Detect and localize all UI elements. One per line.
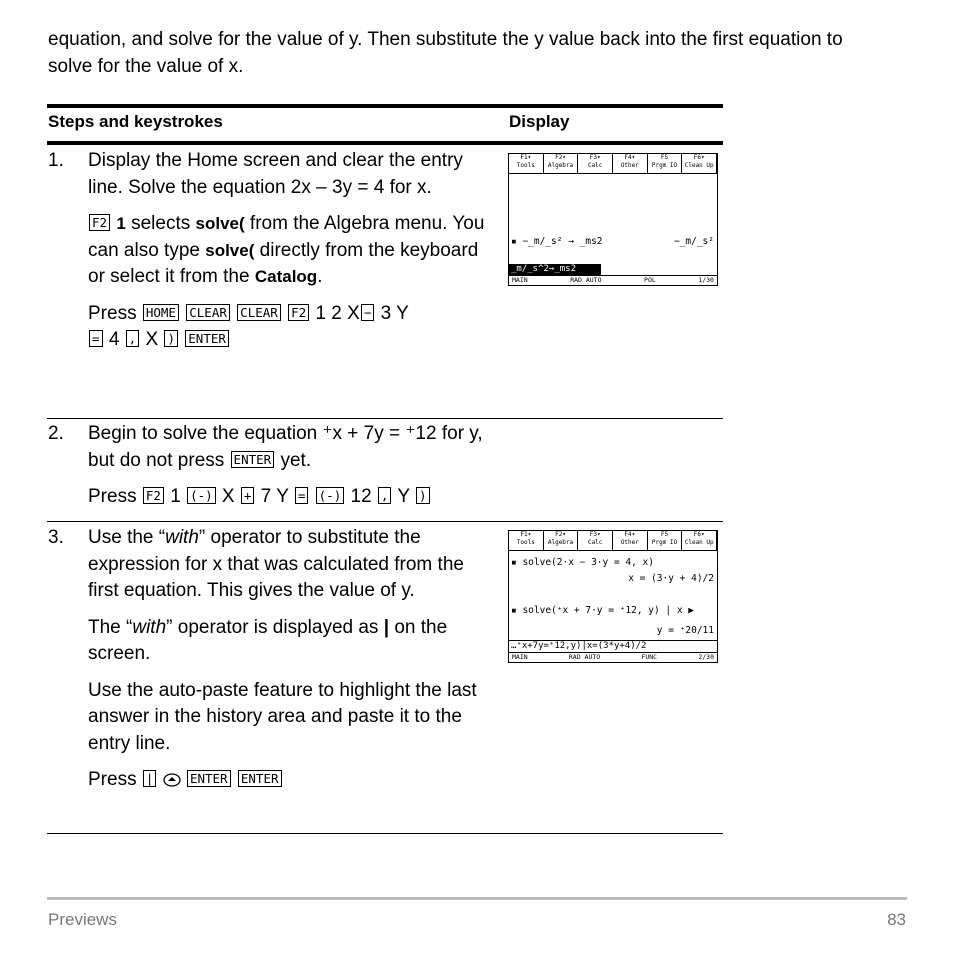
step-1-keystrokes [88,301,498,354]
press-label: Press [88,486,137,507]
calculator-screen-1 [508,153,718,286]
equals-key[interactable]: = [295,487,309,504]
status-angle: RAD AUTO [568,653,601,661]
step-number: 3. [48,527,64,548]
status-history: 1/30 [698,276,714,284]
status-angle: RAD AUTO [570,276,602,284]
row-divider [47,521,723,522]
press-label: Press [88,769,137,790]
table-header-rule [47,141,723,145]
status-history: 2/30 [698,653,714,661]
comma-key[interactable]: , [126,330,140,347]
with-operator-symbol: | [383,616,390,638]
tab-other[interactable]: F4▾ Other [613,154,648,173]
keystroke-text: Y [397,486,410,507]
column-header-steps: Steps and keystrokes [48,112,223,131]
clear-key[interactable]: CLEAR [237,304,281,321]
negate-key[interactable]: (-) [316,487,345,504]
close-paren-key[interactable]: ) [416,487,430,504]
keystroke-text: 3 Y [380,302,409,324]
tab-prgm-io[interactable]: F5 Prgm IO [648,531,683,550]
column-header-display: Display [509,112,570,131]
history-entry: ▪ −_m/_s² → _ms2 [511,236,603,247]
with-key[interactable]: | [143,770,157,787]
enter-key[interactable]: ENTER [231,451,275,468]
keystroke-text: 1 [170,486,181,507]
tab-calc[interactable]: F3▾ Calc [578,531,613,550]
step-3-keystrokes [88,767,498,796]
keystroke-text: 12 [350,486,372,507]
table-top-rule [47,104,723,108]
status-graph: POL [644,276,656,284]
keystroke-text: 1 2 X [315,302,360,324]
step-1-body [88,148,498,364]
f2-key[interactable]: F2 [288,304,309,321]
entry-line[interactable]: _m/_s^2→_ms2 [509,264,601,275]
text: selects [125,213,196,234]
step-1-text: Display the Home screen and clear the entry line. Solve the equation 2x – 3y = 4 for x. [88,150,463,198]
tab-clean-up[interactable]: F6▾ Clean Up [682,531,717,550]
step-1-instructions [88,211,498,291]
f2-key[interactable]: F2 [143,487,164,504]
tab-prgm-io[interactable]: F5 Prgm IO [648,154,683,173]
status-graph: FUNC [641,653,658,661]
tab-algebra[interactable]: F2▾ Algebra [544,531,579,550]
entry-line[interactable]: …⁺x+7y=⁺12,y)|x=(3*y+4)/2 [509,640,717,652]
step-2-body [88,421,498,521]
step-3-text [88,525,498,605]
up-arrow-icon[interactable] [163,769,181,796]
with-operator-term: with [132,616,167,638]
text: Use the “ [88,527,166,548]
command-name: solve( [205,240,255,260]
step-3-autopaste: Use the auto-paste feature to highlight the last answer in the history area and paste it to the entry line. [88,679,477,754]
history-result: y = ⁺20/11 [656,625,714,636]
status-bar [509,652,717,662]
step-3-note [88,615,498,668]
intro-paragraph: equation, and solve for the value of y. Then substitute the y value back into the first equation to solve for the value of x. [48,29,843,77]
step-3-body [88,525,498,806]
step-2-text [88,421,498,474]
keystroke-text: 7 Y [260,486,289,507]
toolbar [509,531,717,551]
f2-key[interactable]: F2 [89,214,110,231]
negate-key[interactable]: (-) [187,487,216,504]
enter-key[interactable]: ENTER [187,770,231,787]
footer-rule [47,897,907,900]
step-2-keystrokes [88,484,498,511]
page-number: 83 [887,910,906,929]
close-paren-key[interactable]: ) [164,330,178,347]
keystroke-text: X [221,486,235,507]
text: ” operator to substitute the expression for x that was calculated from the first equation. This gives the value of y. [88,527,464,601]
tab-tools[interactable]: F1▾ Tools [509,531,544,550]
status-bar [509,275,717,285]
minus-key[interactable]: − [361,304,375,321]
comma-key[interactable]: , [378,487,392,504]
menu-number: 1 [116,214,126,233]
history-entry: ▪ solve(⁺x + 7·y = ⁺12, y) | x ▶ [511,605,695,616]
plus-key[interactable]: + [241,487,255,504]
row-divider [47,418,723,419]
step-number: 2. [48,423,64,444]
tab-tools[interactable]: F1▾ Tools [509,154,544,173]
toolbar [509,154,717,174]
press-label: Press [88,302,137,324]
home-key[interactable]: HOME [143,304,179,321]
text: directly from the keyboard or select it from the [88,239,479,287]
enter-key[interactable]: ENTER [185,330,229,347]
history-result: −_m/_s² [673,236,714,247]
tab-calc[interactable]: F3▾ Calc [578,154,613,173]
step-number: 1. [48,150,64,171]
calculator-screen-2 [508,530,718,663]
clear-key[interactable]: CLEAR [186,304,230,321]
with-operator-term: with [165,527,199,548]
table-bottom-rule [47,833,723,834]
enter-key[interactable]: ENTER [238,770,282,787]
text: from the Algebra menu. You can also type [88,213,485,261]
status-mode: MAIN [512,276,528,284]
tab-algebra[interactable]: F2▾ Algebra [544,154,579,173]
text: ” operator is displayed as [166,616,384,638]
text: . [317,266,323,287]
catalog-label: Catalog [254,267,318,286]
text: on the screen. [88,616,448,664]
tab-clean-up[interactable]: F6▾ Clean Up [682,154,717,173]
text: Begin to solve the equation ⁺x + 7y = ⁺12 for y, but do not press [88,423,483,471]
equals-key[interactable]: = [89,330,103,347]
history-entry: ▪ solve(2·x − 3·y = 4, x) [511,557,654,568]
keystroke-text: X [145,329,159,350]
keystroke-text: 4 [108,329,120,350]
status-mode: MAIN [512,653,528,661]
tab-other[interactable]: F4▾ Other [613,531,648,550]
text: The “ [88,616,133,638]
footer-section: Previews [48,910,117,929]
text: yet. [280,449,312,471]
history-result: x = (3·y + 4)/2 [628,573,714,584]
command-name: solve( [195,214,245,233]
